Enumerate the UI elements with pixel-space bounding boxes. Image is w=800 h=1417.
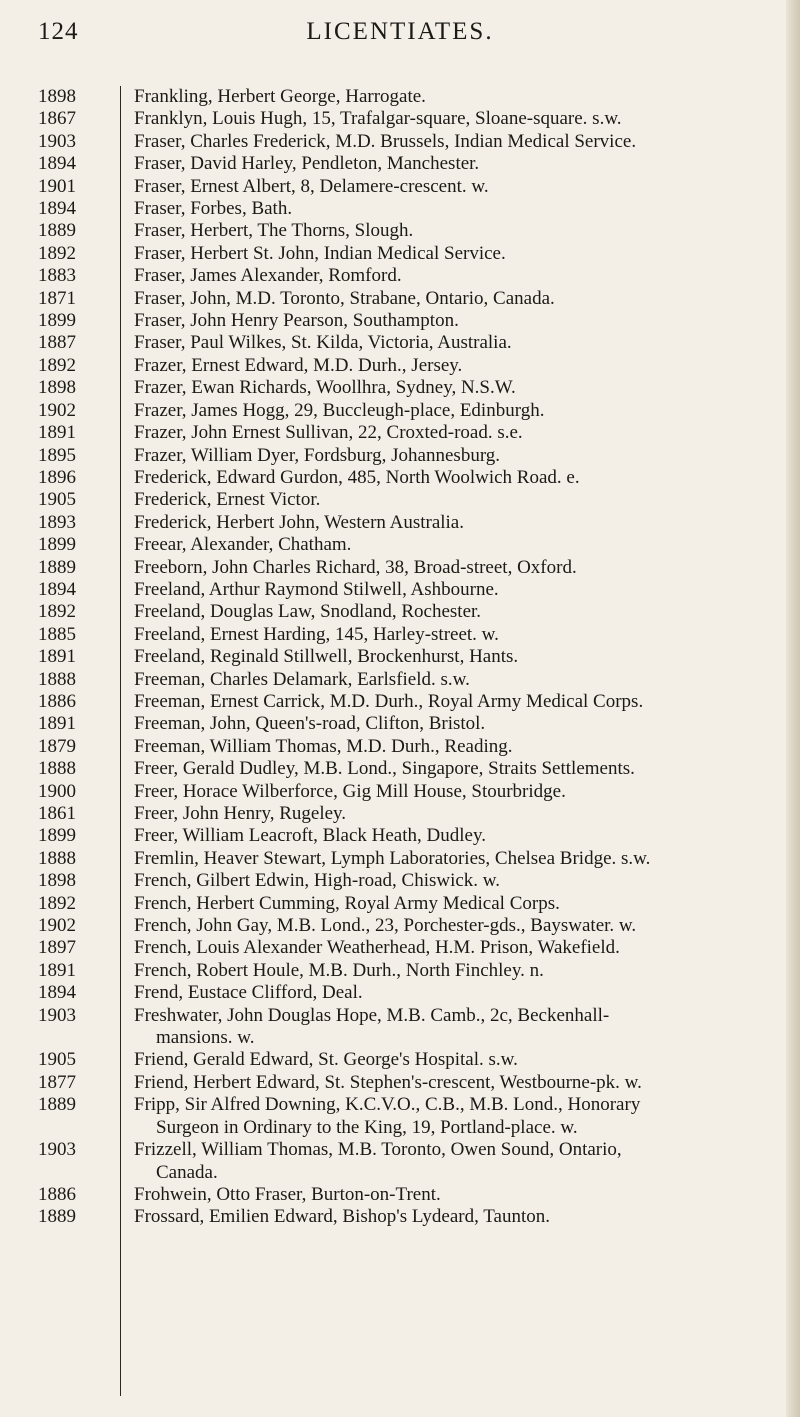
entry-line: Fraser, James Alexander, Romford. <box>134 265 402 287</box>
entry-text <box>122 579 800 601</box>
entry-year: 1888 <box>38 668 76 690</box>
entry-text <box>122 153 800 175</box>
entry-year: 1902 <box>38 399 76 421</box>
entry-line: French, Robert Houle, M.B. Durh., North Finchley. n. <box>134 959 544 981</box>
entry-text <box>122 1049 800 1071</box>
list-item <box>0 288 800 310</box>
entry-year: 1889 <box>38 1094 76 1116</box>
list-item <box>0 332 800 354</box>
entry-line: French, Herbert Cumming, Royal Army Medical Corps. <box>134 892 560 914</box>
entry-text <box>122 198 800 220</box>
entry-year: 1903 <box>38 1139 76 1161</box>
entry-line: Frankling, Herbert George, Harrogate. <box>134 86 426 107</box>
entry-year: 1889 <box>38 556 76 578</box>
entry-text <box>122 960 800 982</box>
list-item <box>0 310 800 332</box>
entry-year: 1898 <box>38 86 76 107</box>
entry-line: Frohwein, Otto Fraser, Burton-on-Trent. <box>134 1183 441 1205</box>
entry-text <box>122 131 800 153</box>
entry-year: 1886 <box>38 1183 76 1205</box>
entry-line: Fraser, John, M.D. Toronto, Strabane, Ontario, Canada. <box>134 287 555 309</box>
entry-year: 1898 <box>38 870 76 892</box>
list-item <box>0 176 800 198</box>
entry-line: Freeland, Douglas Law, Snodland, Rochester. <box>134 601 482 623</box>
list-item <box>0 579 800 601</box>
entry-line: Fraser, Charles Frederick, M.D. Brussels, Indian Medical Service. <box>134 130 637 152</box>
entry-text <box>122 512 800 534</box>
list-item <box>0 848 800 870</box>
entry-year: 1861 <box>38 803 76 824</box>
list-item <box>0 1049 800 1071</box>
entry-text <box>122 534 800 556</box>
list-item <box>0 512 800 534</box>
entry-year: 1896 <box>38 466 76 488</box>
entry-line: French, Gilbert Edwin, High-road, Chiswick. w. <box>134 870 501 892</box>
list-item <box>0 1072 800 1094</box>
entry-text <box>122 1184 800 1206</box>
entry-line: Frederick, Ernest Victor. <box>134 489 321 511</box>
entry-text <box>122 377 800 399</box>
entry-year: 1888 <box>38 758 76 780</box>
entry-text <box>122 310 800 332</box>
entry-text <box>122 108 800 130</box>
entry-text <box>122 176 800 198</box>
entry-year: 1901 <box>38 175 76 197</box>
entry-year: 1899 <box>38 310 76 332</box>
entry-line: Freeland, Ernest Harding, 145, Harley-street. w. <box>134 623 499 645</box>
entry-text <box>122 243 800 265</box>
entry-line: Fraser, John Henry Pearson, Southampton. <box>134 310 459 332</box>
entry-text <box>122 870 800 892</box>
entry-text <box>122 781 800 803</box>
entry-year: 1894 <box>38 578 76 600</box>
entry-year: 1879 <box>38 735 76 757</box>
entry-text <box>122 355 800 377</box>
entry-text <box>122 825 800 847</box>
entry-year: 1895 <box>38 444 76 466</box>
list-item <box>0 131 800 153</box>
entry-text <box>122 422 800 444</box>
page-header <box>0 18 800 58</box>
entry-line: Freeborn, John Charles Richard, 38, Broad-street, Oxford. <box>134 556 577 578</box>
list-item <box>0 1139 800 1184</box>
entry-text <box>122 220 800 242</box>
list-item <box>0 422 800 444</box>
list-item <box>0 265 800 287</box>
entry-year: 1900 <box>38 780 76 802</box>
entry-continuation: Canada. <box>156 1161 218 1183</box>
entry-year: 1886 <box>38 690 76 712</box>
entry-line: Freshwater, John Douglas Hope, M.B. Camb., 2c, Beckenhall- <box>134 1004 610 1026</box>
list-item <box>0 377 800 399</box>
entry-line: Freear, Alexander, Chatham. <box>134 534 352 556</box>
entry-year: 1892 <box>38 892 76 914</box>
entry-line: Fremlin, Heaver Stewart, Lymph Laboratories, Chelsea Bridge. s.w. <box>134 847 651 869</box>
entry-year: 1877 <box>38 1071 76 1093</box>
list-item <box>0 601 800 623</box>
entry-line: Frossard, Emilien Edward, Bishop's Lydeard, Taunton. <box>134 1206 550 1228</box>
list-item <box>0 669 800 691</box>
list-item <box>0 624 800 646</box>
entry-line: Fraser, Forbes, Bath. <box>134 198 293 220</box>
entry-year: 1891 <box>38 713 76 735</box>
entry-year: 1889 <box>38 220 76 242</box>
entry-line: Freeland, Arthur Raymond Stilwell, Ashbourne. <box>134 578 499 600</box>
entry-year: 1892 <box>38 354 76 376</box>
entry-text <box>122 646 800 668</box>
entry-continuation: mansions. w. <box>156 1027 255 1049</box>
entry-line: Frederick, Herbert John, Western Australia. <box>134 511 464 533</box>
entry-year: 1883 <box>38 265 76 287</box>
entry-year: 1898 <box>38 377 76 399</box>
entry-year: 1899 <box>38 534 76 556</box>
entry-text <box>122 713 800 735</box>
entry-text <box>122 265 800 287</box>
entry-line: Freeman, John, Queen's-road, Clifton, Bristol. <box>134 713 486 735</box>
entry-line: Frend, Eustace Clifford, Deal. <box>134 982 363 1004</box>
entry-line: Freeman, Charles Delamark, Earlsfield. s.w. <box>134 668 470 690</box>
entry-text <box>122 736 800 758</box>
entry-text <box>122 467 800 489</box>
list-item <box>0 220 800 242</box>
list-item <box>0 870 800 892</box>
list-item <box>0 400 800 422</box>
entry-year: 1891 <box>38 422 76 444</box>
entry-text <box>122 1094 800 1139</box>
entry-line: Frazer, William Dyer, Fordsburg, Johannesburg. <box>134 444 501 466</box>
list-item <box>0 1184 800 1206</box>
entry-line: French, Louis Alexander Weatherhead, H.M. Prison, Wakefield. <box>134 937 620 959</box>
entry-text <box>122 1072 800 1094</box>
list-item <box>0 467 800 489</box>
entry-line: Frederick, Edward Gurdon, 485, North Woolwich Road. e. <box>134 466 580 488</box>
entry-line: Friend, Herbert Edward, St. Stephen's-crescent, Westbourne-pk. w. <box>134 1071 642 1093</box>
list-item <box>0 557 800 579</box>
entry-year: 1905 <box>38 489 76 511</box>
entry-year: 1888 <box>38 847 76 869</box>
entry-text <box>122 803 800 825</box>
entry-year: 1902 <box>38 915 76 937</box>
entry-line: Freeman, Ernest Carrick, M.D. Durh., Royal Army Medical Corps. <box>134 690 644 712</box>
list-item <box>0 758 800 780</box>
entry-year: 1892 <box>38 242 76 264</box>
entry-line: Fraser, Herbert St. John, Indian Medical Service. <box>134 242 506 264</box>
entry-year: 1871 <box>38 287 76 309</box>
entry-text <box>122 691 800 713</box>
entry-year: 1899 <box>38 825 76 847</box>
entry-line: Fraser, Ernest Albert, 8, Delamere-crescent. w. <box>134 175 489 197</box>
licentiates-list <box>0 86 800 1229</box>
entry-text <box>122 982 800 1004</box>
entry-year: 1903 <box>38 130 76 152</box>
entry-year: 1867 <box>38 108 76 130</box>
list-item <box>0 982 800 1004</box>
list-item <box>0 534 800 556</box>
list-item <box>0 937 800 959</box>
entry-line: Freer, Horace Wilberforce, Gig Mill House, Stourbridge. <box>134 780 566 802</box>
list-item <box>0 489 800 511</box>
entry-line: Freer, Gerald Dudley, M.B. Lond., Singapore, Straits Settlements. <box>134 758 635 780</box>
entry-text <box>122 893 800 915</box>
entry-text <box>122 86 800 108</box>
entry-line: Fripp, Sir Alfred Downing, K.C.V.O., C.B., M.B. Lond., Honorary <box>134 1094 641 1116</box>
entry-text <box>122 915 800 937</box>
entry-year: 1897 <box>38 937 76 959</box>
list-item <box>0 108 800 130</box>
entry-year: 1894 <box>38 153 76 175</box>
entry-text <box>122 937 800 959</box>
entry-line: Fraser, Paul Wilkes, St. Kilda, Victoria, Australia. <box>134 332 512 354</box>
entry-line: Fraser, Herbert, The Thorns, Slough. <box>134 220 414 242</box>
list-item <box>0 691 800 713</box>
entry-line: Frazer, Ewan Richards, Woollhra, Sydney, N.S.W. <box>134 377 516 399</box>
entry-line: French, John Gay, M.B. Lond., 23, Porchester-gds., Bayswater. w. <box>134 915 637 937</box>
entry-line: Frazer, John Ernest Sullivan, 22, Croxted-road. s.e. <box>134 422 523 444</box>
entry-line: Fraser, David Harley, Pendleton, Manchester. <box>134 153 480 175</box>
entry-text <box>122 400 800 422</box>
list-item <box>0 445 800 467</box>
list-item <box>0 803 800 825</box>
entry-year: 1893 <box>38 511 76 533</box>
list-item <box>0 355 800 377</box>
entry-line: Freer, John Henry, Rugeley. <box>134 803 347 824</box>
entry-line: Frazer, James Hogg, 29, Buccleugh-place, Edinburgh. <box>134 399 545 421</box>
entry-year: 1905 <box>38 1049 76 1071</box>
list-item <box>0 781 800 803</box>
list-item <box>0 646 800 668</box>
entry-text <box>122 288 800 310</box>
list-item <box>0 1005 800 1050</box>
entry-year: 1891 <box>38 646 76 668</box>
list-item <box>0 825 800 847</box>
list-item <box>0 736 800 758</box>
entry-year: 1889 <box>38 1206 76 1228</box>
list-item <box>0 960 800 982</box>
entry-year: 1885 <box>38 623 76 645</box>
entry-line: Frizzell, William Thomas, M.B. Toronto, Owen Sound, Ontario, <box>134 1139 622 1161</box>
entry-continuation: Surgeon in Ordinary to the King, 19, Portland-place. w. <box>156 1116 578 1138</box>
entry-text <box>122 445 800 467</box>
entry-text <box>122 848 800 870</box>
list-item <box>0 713 800 735</box>
list-item <box>0 915 800 937</box>
page-title: LICENTIATES. <box>306 18 494 45</box>
page-number: 124 <box>38 18 79 45</box>
entry-year: 1894 <box>38 982 76 1004</box>
entry-text <box>122 1206 800 1228</box>
entry-text <box>122 1005 800 1050</box>
entry-line: Freeman, William Thomas, M.D. Durh., Reading. <box>134 735 513 757</box>
list-item <box>0 86 800 108</box>
entry-year: 1892 <box>38 601 76 623</box>
page-edge-shadow <box>786 0 800 1417</box>
list-item <box>0 198 800 220</box>
entry-line: Friend, Gerald Edward, St. George's Hospital. s.w. <box>134 1049 518 1071</box>
entry-text <box>122 557 800 579</box>
entry-year: 1887 <box>38 332 76 354</box>
list-item <box>0 153 800 175</box>
entry-line: Franklyn, Louis Hugh, 15, Trafalgar-square, Sloane-square. s.w. <box>134 108 622 130</box>
entry-year: 1891 <box>38 959 76 981</box>
list-item <box>0 1206 800 1228</box>
entry-text <box>122 669 800 691</box>
list-item <box>0 1094 800 1139</box>
entry-year: 1894 <box>38 198 76 220</box>
entry-text <box>122 758 800 780</box>
entry-text <box>122 624 800 646</box>
entry-line: Freeland, Reginald Stillwell, Brockenhurst, Hants. <box>134 646 519 668</box>
list-item <box>0 893 800 915</box>
entry-text <box>122 332 800 354</box>
entry-text <box>122 1139 800 1184</box>
entry-text <box>122 489 800 511</box>
entry-line: Frazer, Ernest Edward, M.D. Durh., Jersey. <box>134 354 463 376</box>
entry-text <box>122 601 800 623</box>
entry-year: 1903 <box>38 1004 76 1026</box>
list-item <box>0 243 800 265</box>
entry-line: Freer, William Leacroft, Black Heath, Dudley. <box>134 825 486 847</box>
